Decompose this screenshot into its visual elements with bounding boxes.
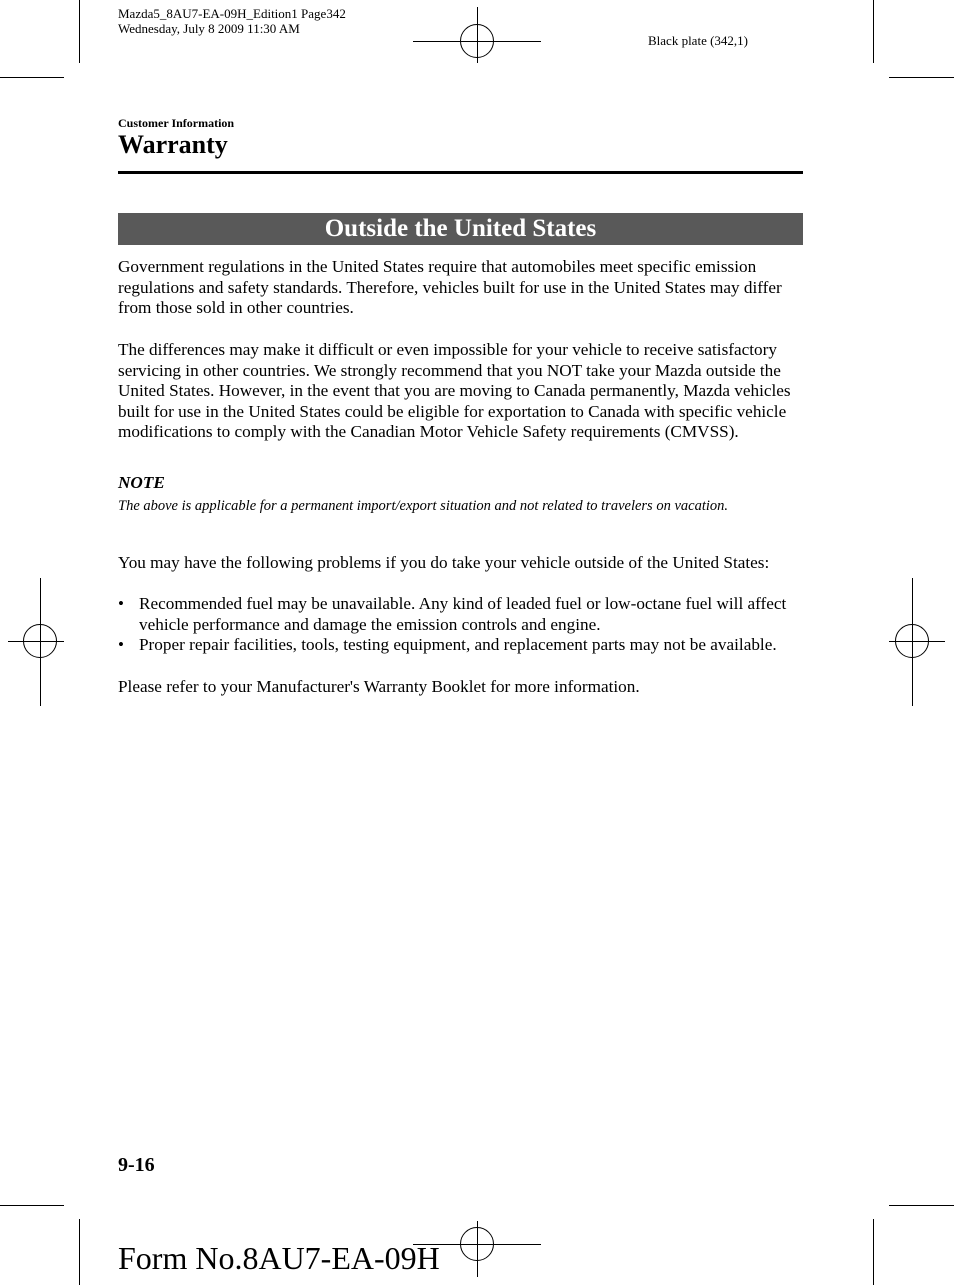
bullet-marker: • — [118, 594, 124, 613]
page-number: 9-16 — [118, 1154, 155, 1176]
print-meta-line1: Mazda5_8AU7-EA-09H_Edition1 Page342 — [118, 6, 346, 21]
paragraph-differences: The differences may make it difficult or even impossible for your vehicle to receive satisfactory servicing in other countries. We strongly recommend that you NOT take your Mazda outside the United States. However, in the event that you are moving to Canada permanently, Mazda vehicles built for use in the United States could be eligible for exportation to Canada with specific vehicle modifications to comply with the Canadian Motor Vehicle Safety requirements (CMVSS). — [118, 340, 791, 442]
title-rule — [118, 171, 803, 174]
paragraph-refer: Please refer to your Manufacturer's Warranty Booklet for more information. — [118, 677, 640, 696]
section-banner: Outside the United States — [118, 213, 803, 245]
bullet-item-fuel: Recommended fuel may be unavailable. Any kind of leaded fuel or low-octane fuel will affect vehicle performance and damage the emission controls and engine. — [139, 594, 787, 634]
page-title: Warranty — [118, 130, 228, 159]
print-metadata — [118, 6, 346, 36]
paragraph-problems: You may have the following problems if you do take your vehicle outside of the United States: — [118, 553, 770, 572]
bullet-marker: • — [118, 635, 124, 654]
section-label: Customer Information — [118, 116, 235, 130]
form-number: Form No.8AU7-EA-09H — [118, 1240, 440, 1276]
plate-label: Black plate (342,1) — [648, 33, 748, 48]
bullet-item-repair: Proper repair facilities, tools, testing equipment, and replacement parts may not be available. — [139, 635, 777, 654]
note-text: The above is applicable for a permanent import/export situation and not related to travelers on vacation. — [118, 498, 728, 514]
note-label: NOTE — [118, 473, 165, 492]
paragraph-regulations: Government regulations in the United States require that automobiles meet specific emission regulations and safety standards. Therefore, vehicles built for use in the United States may differ from those sold in other countries. — [118, 257, 782, 318]
print-meta-line2: Wednesday, July 8 2009 11:30 AM — [118, 21, 300, 36]
